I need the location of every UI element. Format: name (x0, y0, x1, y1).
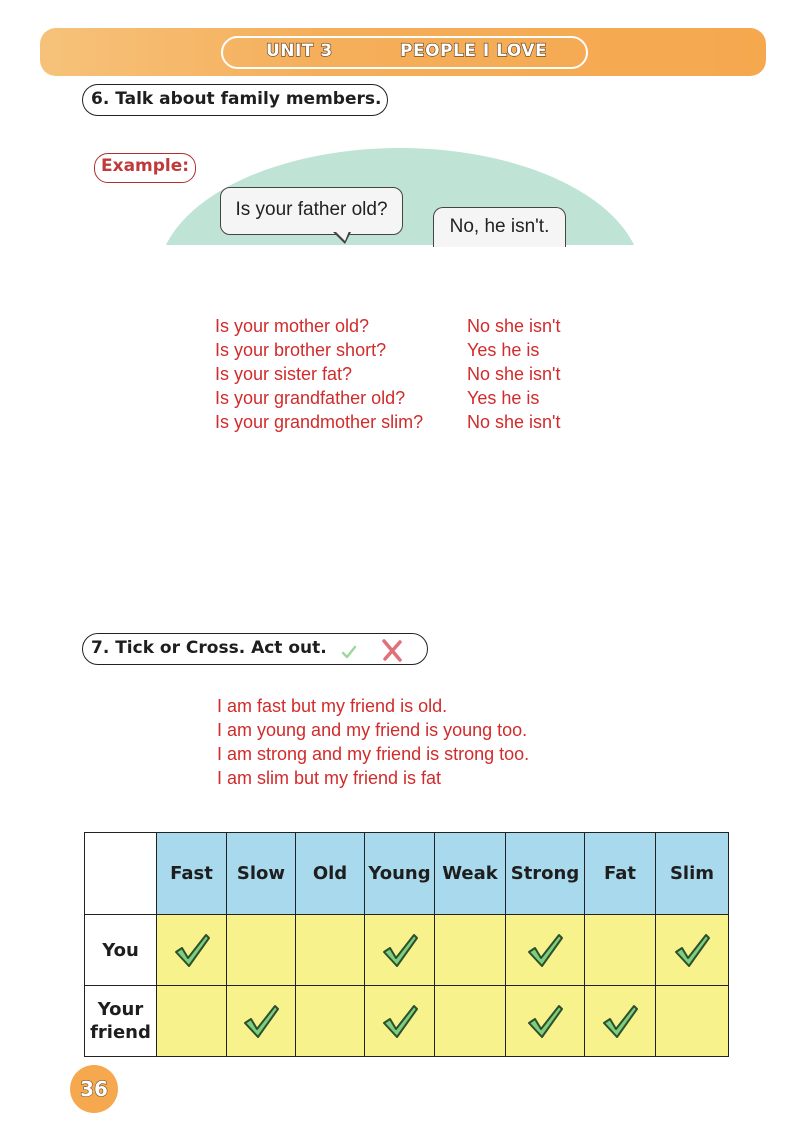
answer-list (467, 314, 560, 434)
answer-cell[interactable] (296, 986, 365, 1057)
answer-cell[interactable] (506, 986, 585, 1057)
column-header: Fast (157, 833, 227, 915)
tick-icon (172, 930, 212, 970)
question-item: Is your mother old? (215, 316, 370, 336)
sentence-item: I am young and my friend is young too. (217, 720, 528, 740)
question-item: Is your grandmother slim? (215, 412, 424, 432)
tick-icon (525, 1001, 565, 1041)
column-header: Fat (585, 833, 656, 915)
answer-cell[interactable] (435, 915, 506, 986)
section-7-title (82, 633, 428, 665)
question-item: Is your brother short? (215, 340, 387, 360)
answer-cell[interactable] (506, 915, 585, 986)
column-header: Weak (435, 833, 506, 915)
answer-cell[interactable] (656, 915, 729, 986)
answer-cell[interactable] (656, 986, 729, 1057)
column-header: Slow (227, 833, 296, 915)
tick-icon (340, 644, 358, 662)
answer-item: No she isn't (467, 412, 561, 432)
answer-item: Yes he is (467, 388, 540, 408)
answer-cell[interactable] (365, 986, 435, 1057)
column-header: Young (365, 833, 435, 915)
sentence-item: I am strong and my friend is strong too. (217, 744, 530, 764)
answer-item: No she isn't (467, 364, 561, 384)
row-label (85, 986, 157, 1057)
table-corner-cell (85, 833, 157, 915)
answer-cell[interactable] (585, 986, 656, 1057)
speech-bubble-question: Is your father old? (220, 187, 403, 235)
answer-cell[interactable] (227, 915, 296, 986)
column-header: Strong (506, 833, 585, 915)
answer-cell[interactable] (365, 915, 435, 986)
table-row (85, 915, 729, 986)
table-header-row (85, 833, 729, 915)
example-label: Example: (94, 153, 196, 183)
tick-icon (380, 1001, 420, 1041)
question-item: Is your sister fat? (215, 364, 353, 384)
row-label-line: Your (97, 999, 144, 1020)
answer-cell[interactable] (585, 915, 656, 986)
unit-label: UNIT 3 (266, 41, 333, 61)
unit-title: PEOPLE I LOVE (400, 41, 548, 61)
tick-icon (380, 930, 420, 970)
row-label: You (85, 915, 157, 986)
sentence-item: I am slim but my friend is fat (217, 768, 442, 788)
answer-cell[interactable] (227, 986, 296, 1057)
question-item: Is your grandfather old? (215, 388, 406, 408)
question-list (215, 314, 423, 434)
row-label-line: friend (90, 1022, 151, 1043)
column-header: Slim (656, 833, 729, 915)
tick-icon (672, 930, 712, 970)
cross-icon (378, 636, 406, 664)
section-6-title: 6. Talk about family members. (82, 84, 388, 116)
answer-item: Yes he is (467, 340, 540, 360)
answer-cell[interactable] (296, 915, 365, 986)
answer-cell[interactable] (435, 986, 506, 1057)
sentence-list (217, 694, 529, 790)
answer-cell[interactable] (157, 986, 227, 1057)
section-7-title-text: 7. Tick or Cross. Act out. (91, 638, 327, 658)
answer-item: No she isn't (467, 316, 561, 336)
table-row (85, 986, 729, 1057)
tick-icon (525, 930, 565, 970)
tick-cross-table (84, 832, 729, 1057)
sentence-item: I am fast but my friend is old. (217, 696, 448, 716)
tick-icon (241, 1001, 281, 1041)
speech-bubble-answer: No, he isn't. (433, 207, 566, 247)
tick-icon (600, 1001, 640, 1041)
column-header: Old (296, 833, 365, 915)
page-number: 36 (70, 1065, 118, 1113)
answer-cell[interactable] (157, 915, 227, 986)
